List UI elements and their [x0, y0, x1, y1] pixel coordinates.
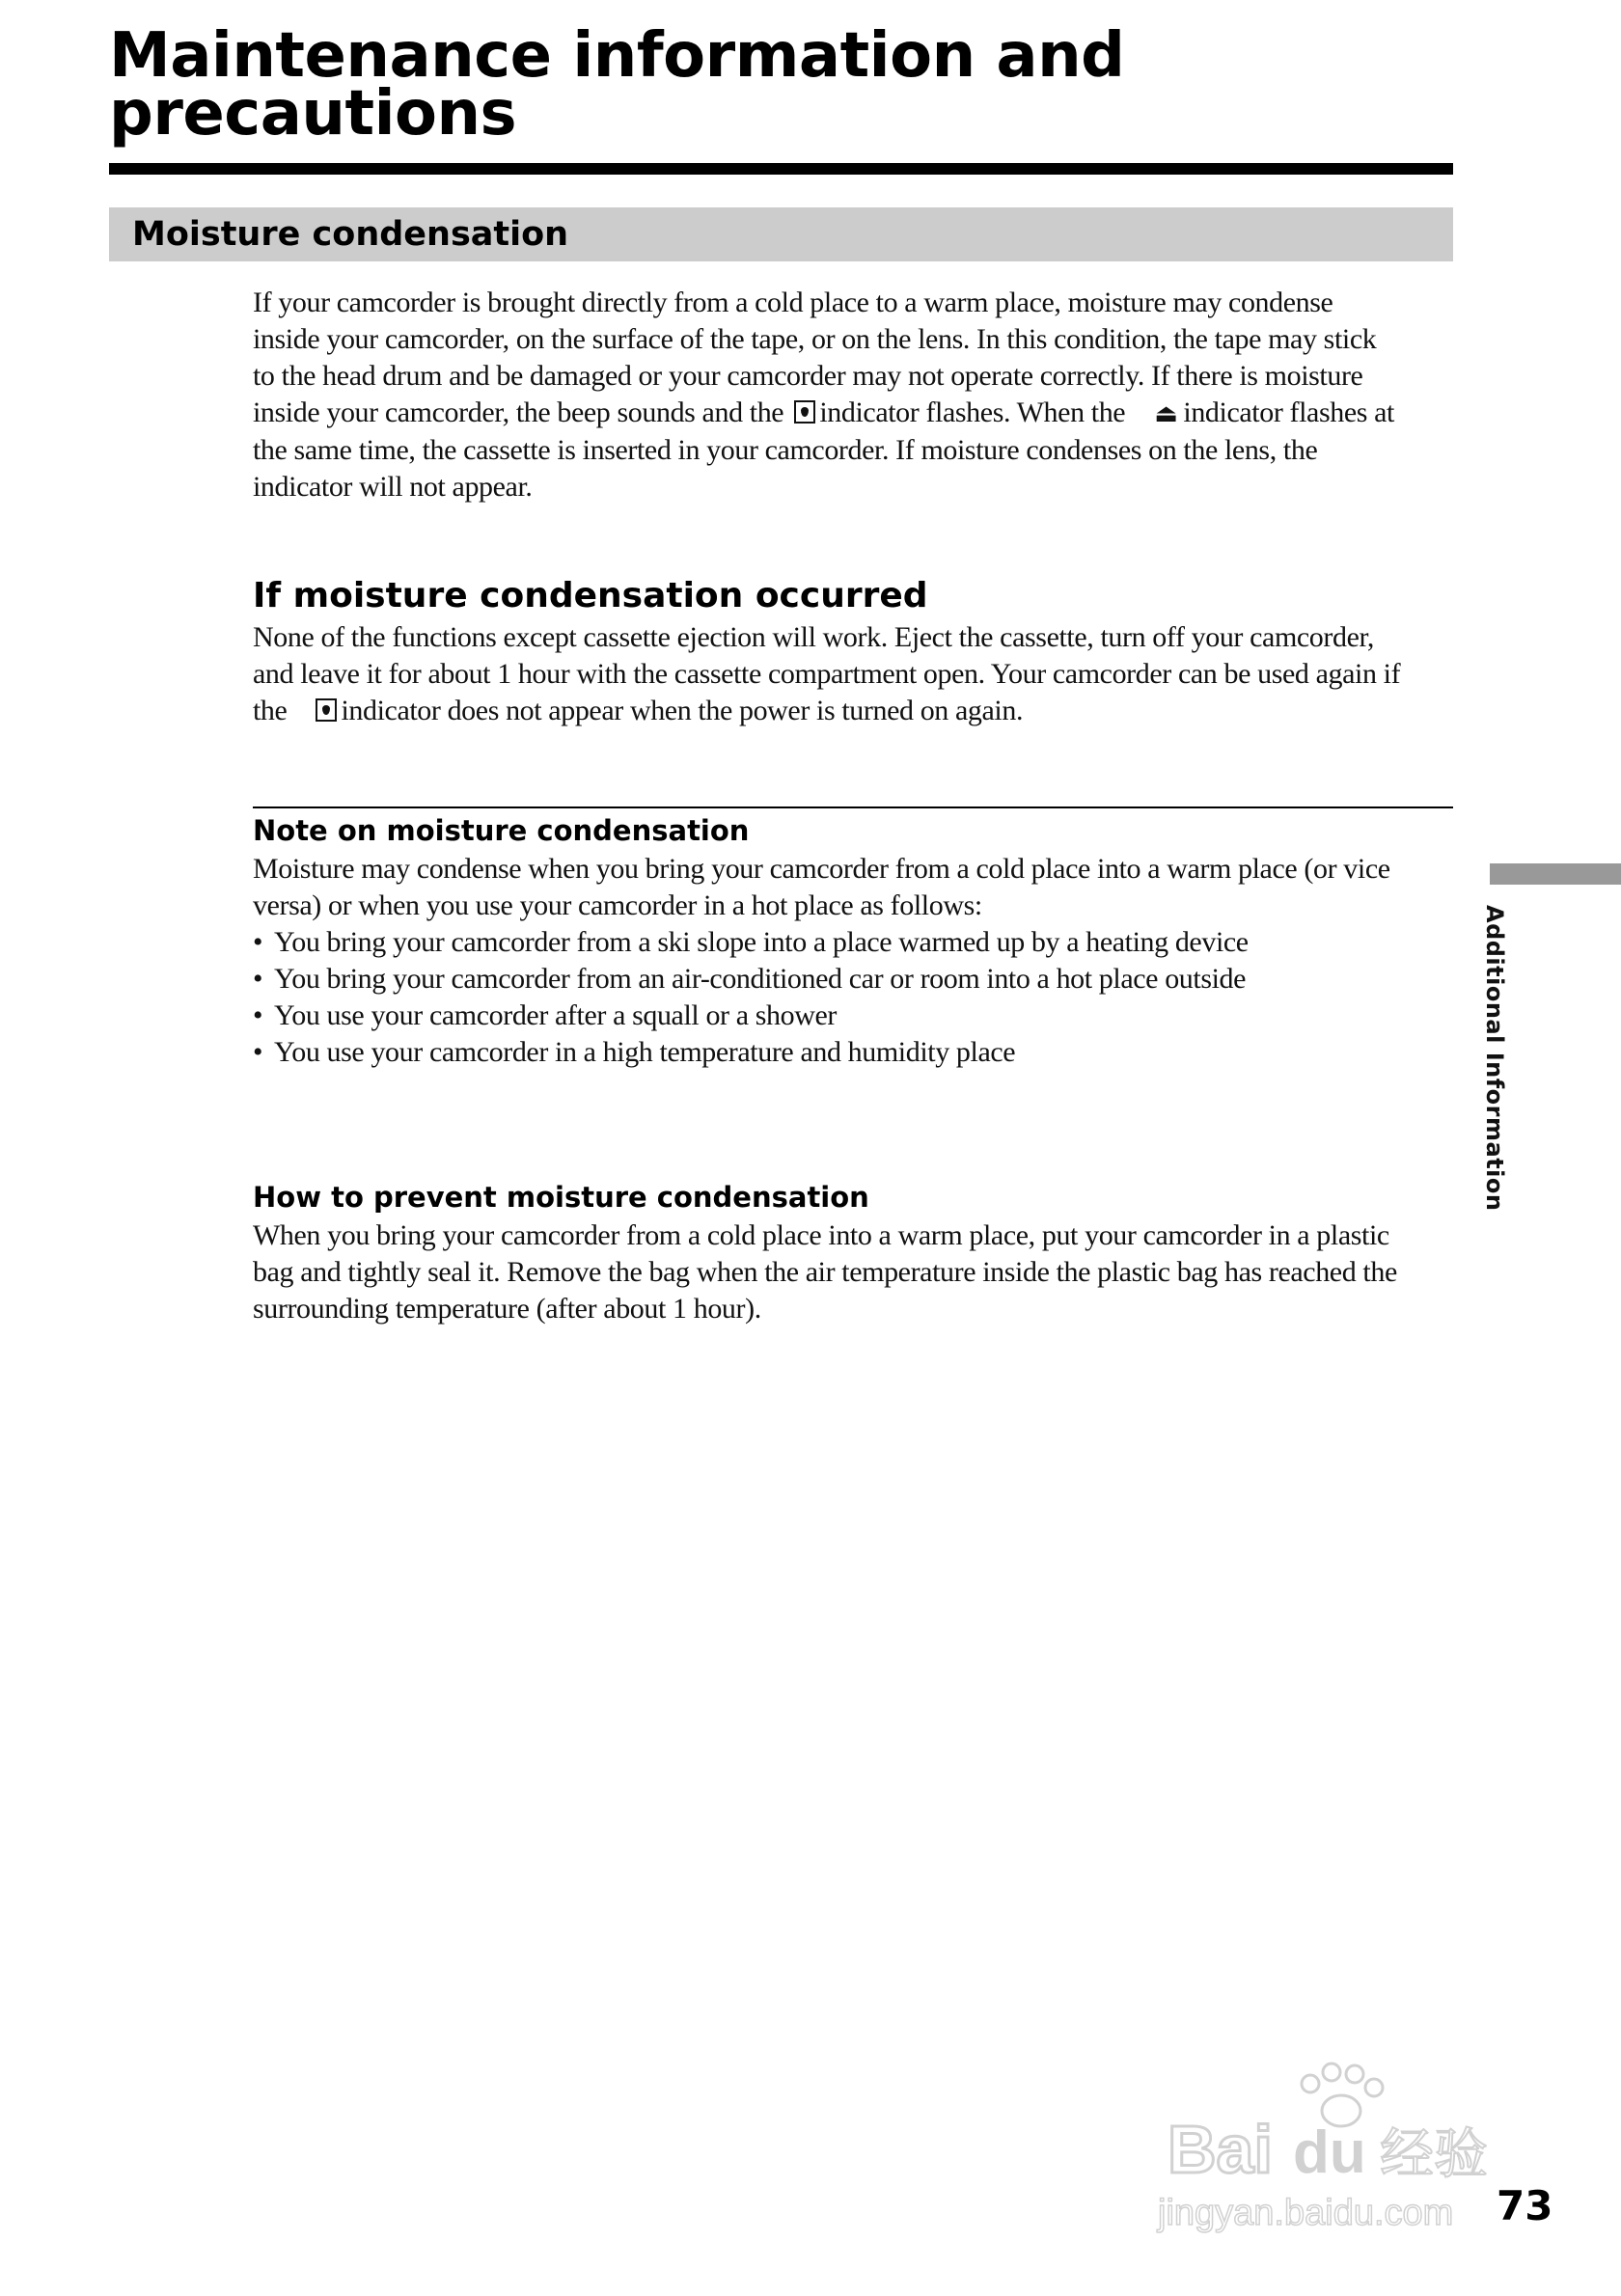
moisture-indicator-icon — [316, 698, 337, 722]
list-item: • You bring your camcorder from an air-conditioned car or room into a hot place outside — [253, 961, 1401, 998]
baidu-watermark — [1148, 2045, 1534, 2238]
watermark-logo-text-cn: 经验 — [1380, 2123, 1488, 2186]
paw-logo-icon — [1302, 2064, 1383, 2126]
page-title: Maintenance information and precautions — [109, 20, 1125, 150]
eject-indicator-icon: ⏏ — [1154, 399, 1178, 427]
prevent-heading: How to prevent moisture condensation — [253, 1181, 869, 1214]
note-divider — [253, 806, 1453, 808]
list-item: • You use your camcorder in a high temperature and humidity place — [253, 1034, 1401, 1071]
watermark-url-text: jingyan.baidu.com — [1158, 2193, 1454, 2233]
occurred-paragraph — [253, 619, 1401, 729]
note-bullet-list — [253, 924, 1401, 1071]
intro-text-part1: If your camcorder is brought directly from a cold place to a warm place, moisture may condense inside your camcorder, on the surface of the tape, or on the lens. In this condition, the tape may stick to the head drum and be damaged or your camcorder may not operate correctly. If there is moisture inside your camcorder, the beep sounds and the — [253, 287, 1377, 428]
note-intro: Moisture may condense when you bring your camcorder from a cold place into a warm place (or vice versa) or when you use your camcorder in a hot place as follows: — [253, 853, 1390, 921]
occurred-text-part1: None of the functions except cassette ejection will work. Eject the cassette, turn off your camcorder, and leave it for about 1 hour with the cassette compartment open. Your camcorder can be used again if the — [253, 621, 1401, 726]
section-title: Moisture condensation — [109, 207, 1453, 261]
intro-paragraph — [253, 285, 1401, 506]
page-number: 73 — [1497, 2182, 1553, 2229]
side-tab-label: Additional Information — [1481, 905, 1508, 1212]
moisture-indicator-icon — [794, 400, 815, 424]
intro-text-part2: indicator flashes. When the — [819, 396, 1126, 428]
intro-text-part3: indicator flashes at the same time, the cassette is inserted in your camcorder. If moisture condenses on the lens, the indicator will not appear. — [253, 396, 1394, 503]
prevent-paragraph: When you bring your camcorder from a cold place into a warm place, put your camcorder in a plastic bag and tightly seal it. Remove the bag when the air temperature inside the plastic bag has reached the surrounding temperature (after about 1 hour). — [253, 1219, 1397, 1325]
watermark-logo-text-du: du — [1293, 2119, 1366, 2186]
note-heading: Note on moisture condensation — [253, 814, 750, 847]
title-rule — [109, 163, 1453, 175]
list-item: • You bring your camcorder from a ski slope into a place warmed up by a heating device — [253, 924, 1401, 961]
occurred-text-part2: indicator does not appear when the power is turned on again. — [341, 695, 1024, 726]
watermark-logo-text: Bai — [1168, 2112, 1273, 2187]
side-tab-marker — [1490, 863, 1621, 885]
list-item: • You use your camcorder after a squall or a shower — [253, 998, 1401, 1034]
occurred-heading: If moisture condensation occurred — [253, 576, 928, 615]
